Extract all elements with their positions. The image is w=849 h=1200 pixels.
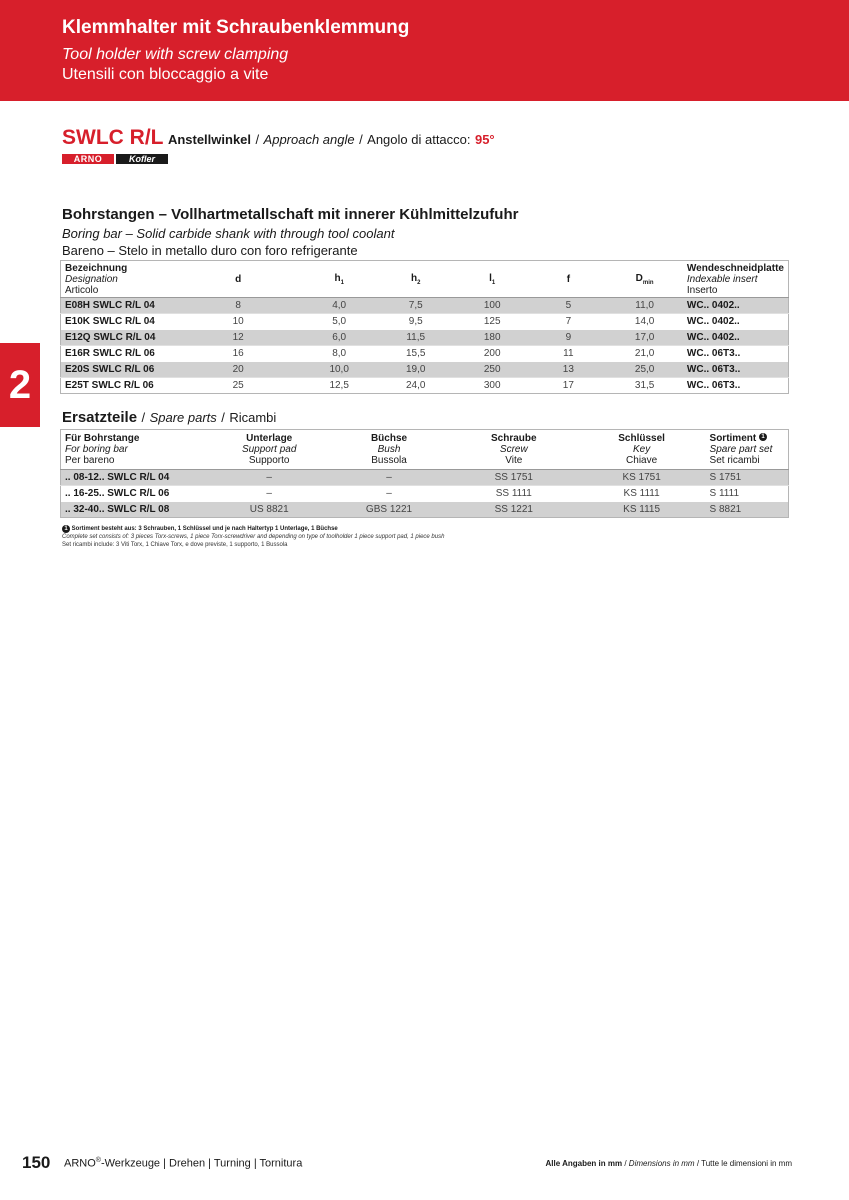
col-bush-header: Büchse Bush Bussola <box>328 430 450 470</box>
col-bar-header: Für Bohrstange For boring bar Per bareno <box>61 430 211 470</box>
chapter-tab: 2 <box>0 343 40 427</box>
angle-label-it: Angolo di attacco: <box>367 132 471 147</box>
table-row: E20S SWLC R/L 06 20 10,0 19,0 250 13 25,0 WC.. 06T3.. <box>61 362 789 378</box>
table-row: .. 08-12.. SWLC R/L 04 – – SS 1751 KS 1751 S 1751 <box>61 470 789 486</box>
col-key-header: Schlüssel Key Chiave <box>578 430 706 470</box>
table-row: .. 32-40.. SWLC R/L 08 US 8821 GBS 1221 SS 1221 KS 1115 S 8821 <box>61 502 789 518</box>
footer-text: ARNO®-Werkzeuge | Drehen | Turning | Tornitura <box>64 1157 303 1170</box>
col-d-header: d <box>175 261 301 298</box>
arno-logo: ARNO <box>62 154 114 164</box>
section-title-en: Boring bar – Solid carbide shank with through tool coolant <box>62 226 395 241</box>
table-header-row <box>61 430 789 470</box>
col-designation-header: Bezeichnung Designation Articolo <box>61 261 176 298</box>
table-row: E16R SWLC R/L 06 16 8,0 15,5 200 11 21,0 WC.. 06T3.. <box>61 346 789 362</box>
page-number: 150 <box>22 1153 51 1172</box>
page-footer <box>22 1153 792 1173</box>
product-code: SWLC R/L <box>62 126 164 149</box>
col-h1-header: $h_1$ <box>301 261 378 298</box>
boring-bar-table <box>60 260 789 394</box>
angle-label-de: Anstellwinkel <box>167 132 252 147</box>
table-row: .. 16-25.. SWLC R/L 06 – – SS 1111 KS 1111 S 1111 <box>61 486 789 502</box>
footnote-marker-icon: 1 <box>62 525 70 533</box>
col-screw-header: Schraube Screw Vite <box>450 430 578 470</box>
angle-value: 95° <box>474 132 495 147</box>
section-title-de: Bohrstangen – Vollhartmetallschaft mit innerer Kühlmittelzufuhr <box>62 206 519 223</box>
footnote: 1 Sortiment besteht aus: 3 Schrauben, 1 Schlüssel und je nach Haltertyp 1 Unterlage, 1 Büchse Complete set consists of: 3 pieces Torx-screws, 1 piece Torx-screwdriver and depending on type of toolholder 1 piece support pad, 1 piece bush Set ricambi include: 3 Viti Torx, 1 Chiave Torx, e dove previste, 1 supporto, 1 Bussola <box>62 526 445 548</box>
table-header-row <box>61 261 789 298</box>
table-row: E08H SWLC R/L 04 8 4,0 7,5 100 5 11,0 WC.. 0402.. <box>61 298 789 314</box>
footer-units-note: Alle Angaben in mm / Dimensions in mm / Tutte le dimensioni in mm <box>545 1159 792 1168</box>
section-title-it: Bareno – Stelo in metallo duro con foro refrigerante <box>62 243 358 258</box>
page-header <box>0 0 849 101</box>
spare-parts-title: Ersatzteile / Spare parts / Ricambi <box>62 409 277 426</box>
header-title-de: Klemmhalter mit Schraubenklemmung <box>62 17 410 38</box>
col-pad-header: Unterlage Support pad Supporto <box>210 430 328 470</box>
separator: / <box>359 132 363 147</box>
col-dmin-header: $D_{min}$ <box>606 261 683 298</box>
spare-parts-table <box>60 429 789 518</box>
kofler-logo: Kofler <box>116 154 168 164</box>
col-h2-header: $h_2$ <box>377 261 454 298</box>
header-title-it: Utensili con bloccaggio a vite <box>62 66 269 83</box>
separator: / <box>255 132 260 147</box>
angle-label-en: Approach angle <box>263 132 355 147</box>
table-row: E10K SWLC R/L 04 10 5,0 9,5 125 7 14,0 WC.. 0402.. <box>61 314 789 330</box>
product-title <box>62 126 495 150</box>
col-insert-header: Wendeschneidplatte Indexable insert Inserto <box>683 261 789 298</box>
footnote-marker-icon: 1 <box>759 433 767 441</box>
table-row: E12Q SWLC R/L 04 12 6,0 11,5 180 9 17,0 WC.. 0402.. <box>61 330 789 346</box>
col-set-header: Sortiment 1 Spare part set Set ricambi <box>706 430 789 470</box>
col-f-header: f <box>530 261 606 298</box>
col-l1-header: $l_1$ <box>454 261 530 298</box>
header-title-en: Tool holder with screw clamping <box>62 46 289 63</box>
table-row: E25T SWLC R/L 06 25 12,5 24,0 300 17 31,5 WC.. 06T3.. <box>61 378 789 394</box>
